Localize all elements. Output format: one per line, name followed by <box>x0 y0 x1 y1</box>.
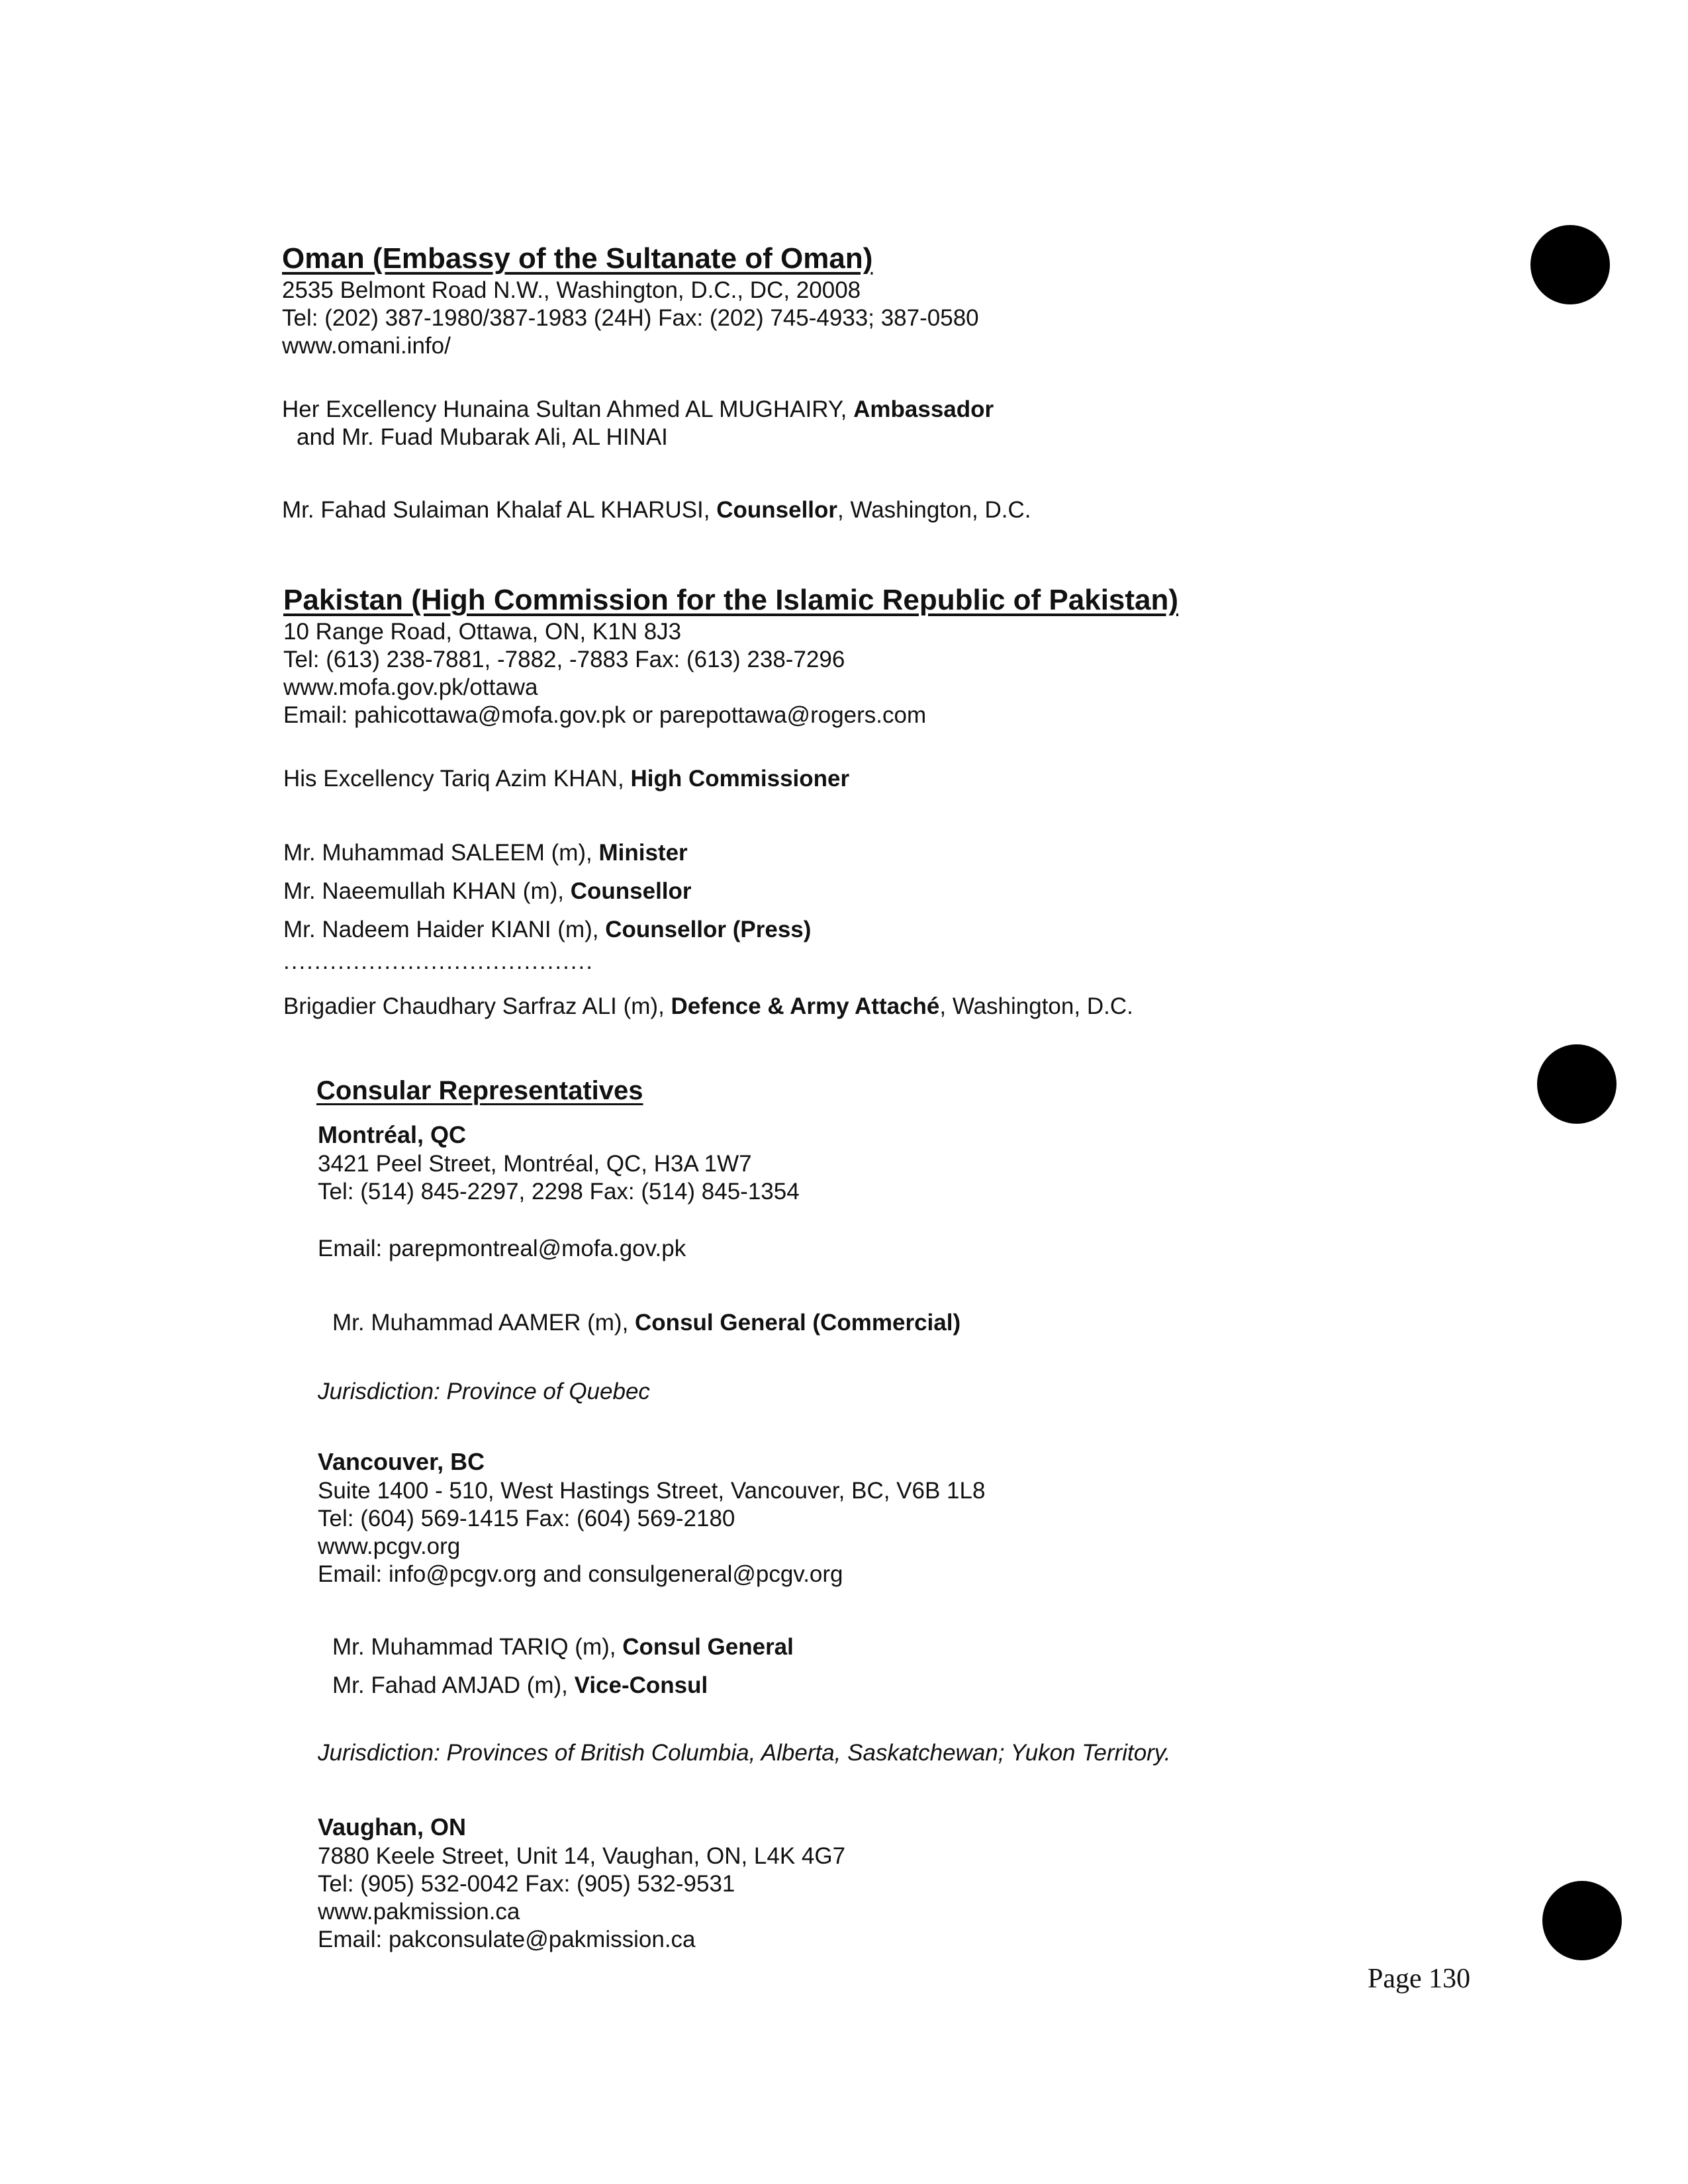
oman-counsellor-location: , Washington, D.C. <box>837 497 1031 523</box>
vaughan-address: 7880 Keele Street, Unit 14, Vaughan, ON, L4K 4G7 <box>318 1843 846 1869</box>
oman-ambassador <box>282 396 994 424</box>
jurisdiction-text: Jurisdiction: Provinces of British Columbia, Alberta, Saskatchewan; Yukon Territory. <box>318 1740 1171 1766</box>
oman-address: 2535 Belmont Road N.W., Washington, D.C., DC, 20008 <box>282 277 861 303</box>
vaughan-email: Email: pakconsulate@pakmission.ca <box>318 1927 696 1952</box>
pakistan-heading: Pakistan (High Commission for the Islamic Republic of Pakistan) <box>283 584 1179 616</box>
oman-counsellor <box>282 496 1031 524</box>
staff-title: Counsellor (Press) <box>605 917 812 942</box>
oman-heading: Oman (Embassy of the Sultanate of Oman) <box>282 242 873 275</box>
oman-counsellor-name: Mr. Fahad Sulaiman Khalaf AL KHARUSI, <box>282 497 717 523</box>
staff-name: Mr. Muhammad AAMER (m), <box>332 1310 635 1336</box>
vaughan-tel: Tel: (905) 532-0042 Fax: (905) 532-9531 <box>318 1871 735 1897</box>
pakistan-email: Email: pahicottawa@mofa.gov.pk or parepottawa@rogers.com <box>283 702 927 728</box>
pakistan-high-commissioner <box>283 765 849 793</box>
pakistan-staff-0 <box>283 839 688 867</box>
high-commissioner-title: High Commissioner <box>630 766 850 792</box>
staff-name: Mr. Nadeem Haider KIANI (m), <box>283 917 606 942</box>
montreal-address: 3421 Peel Street, Montréal, QC, H3A 1W7 <box>318 1151 752 1177</box>
montreal-city: Montréal, QC <box>318 1121 467 1148</box>
staff-name: Mr. Muhammad TARIQ (m), <box>332 1634 623 1660</box>
staff-name: Mr. Muhammad SALEEM (m), <box>283 840 599 866</box>
montreal-jurisdiction <box>318 1378 650 1406</box>
pakistan-address: 10 Range Road, Ottawa, ON, K1N 8J3 <box>283 619 682 645</box>
attache-title: Defence & Army Attaché <box>671 993 940 1019</box>
dotted-separator: ........................................ <box>283 948 594 974</box>
oman-ambassador-title: Ambassador <box>853 396 994 422</box>
staff-title: Counsellor <box>570 878 692 904</box>
oman-ambassador-name: Her Excellency Hunaina Sultan Ahmed AL MUGHAIRY, <box>282 396 854 422</box>
high-commissioner-name: His Excellency Tariq Azim KHAN, <box>283 766 631 792</box>
jurisdiction-text: Jurisdiction: Province of Quebec <box>318 1379 650 1404</box>
vancouver-website: www.pcgv.org <box>318 1533 461 1559</box>
punch-hole-top <box>1530 225 1610 304</box>
pakistan-staff-2 <box>283 916 811 944</box>
vancouver-address: Suite 1400 - 510, West Hastings Street, Vancouver, BC, V6B 1L8 <box>318 1478 986 1504</box>
vancouver-staff-1 <box>332 1672 708 1700</box>
montreal-tel: Tel: (514) 845-2297, 2298 Fax: (514) 845-1354 <box>318 1179 800 1205</box>
attache-location: , Washington, D.C. <box>939 993 1133 1019</box>
oman-ambassador-spouse: and Mr. Fuad Mubarak Ali, AL HINAI <box>297 424 668 450</box>
punch-hole-middle <box>1537 1044 1617 1124</box>
vancouver-staff-0 <box>332 1633 794 1661</box>
oman-counsellor-title: Counsellor <box>716 497 838 523</box>
attache-name: Brigadier Chaudhary Sarfraz ALI (m), <box>283 993 671 1019</box>
vancouver-city: Vancouver, BC <box>318 1448 485 1475</box>
consular-heading: Consular Representatives <box>316 1076 643 1105</box>
oman-tel: Tel: (202) 387-1980/387-1983 (24H) Fax: (202) 745-4933; 387-0580 <box>282 305 979 331</box>
page-number: Page 130 <box>1368 1964 1471 1994</box>
vancouver-jurisdiction <box>318 1739 1170 1767</box>
staff-title: Minister <box>598 840 688 866</box>
oman-website: www.omani.info/ <box>282 333 451 359</box>
vancouver-email: Email: info@pcgv.org and consulgeneral@pcgv.org <box>318 1561 843 1587</box>
pakistan-tel: Tel: (613) 238-7881, -7882, -7883 Fax: (613) 238-7296 <box>283 647 845 672</box>
staff-title: Consul General (Commercial) <box>635 1310 961 1336</box>
vaughan-website: www.pakmission.ca <box>318 1899 520 1925</box>
pakistan-attache <box>283 993 1133 1021</box>
montreal-email: Email: parepmontreal@mofa.gov.pk <box>318 1236 686 1261</box>
vancouver-tel: Tel: (604) 569-1415 Fax: (604) 569-2180 <box>318 1506 735 1531</box>
staff-name: Mr. Fahad AMJAD (m), <box>332 1672 575 1698</box>
montreal-staff-0 <box>332 1309 961 1337</box>
pakistan-website: www.mofa.gov.pk/ottawa <box>283 674 538 700</box>
punch-hole-bottom <box>1542 1881 1622 1960</box>
staff-name: Mr. Naeemullah KHAN (m), <box>283 878 571 904</box>
staff-title: Vice-Consul <box>574 1672 708 1698</box>
staff-title: Consul General <box>622 1634 794 1660</box>
vaughan-city: Vaughan, ON <box>318 1813 467 1841</box>
pakistan-staff-1 <box>283 878 692 905</box>
